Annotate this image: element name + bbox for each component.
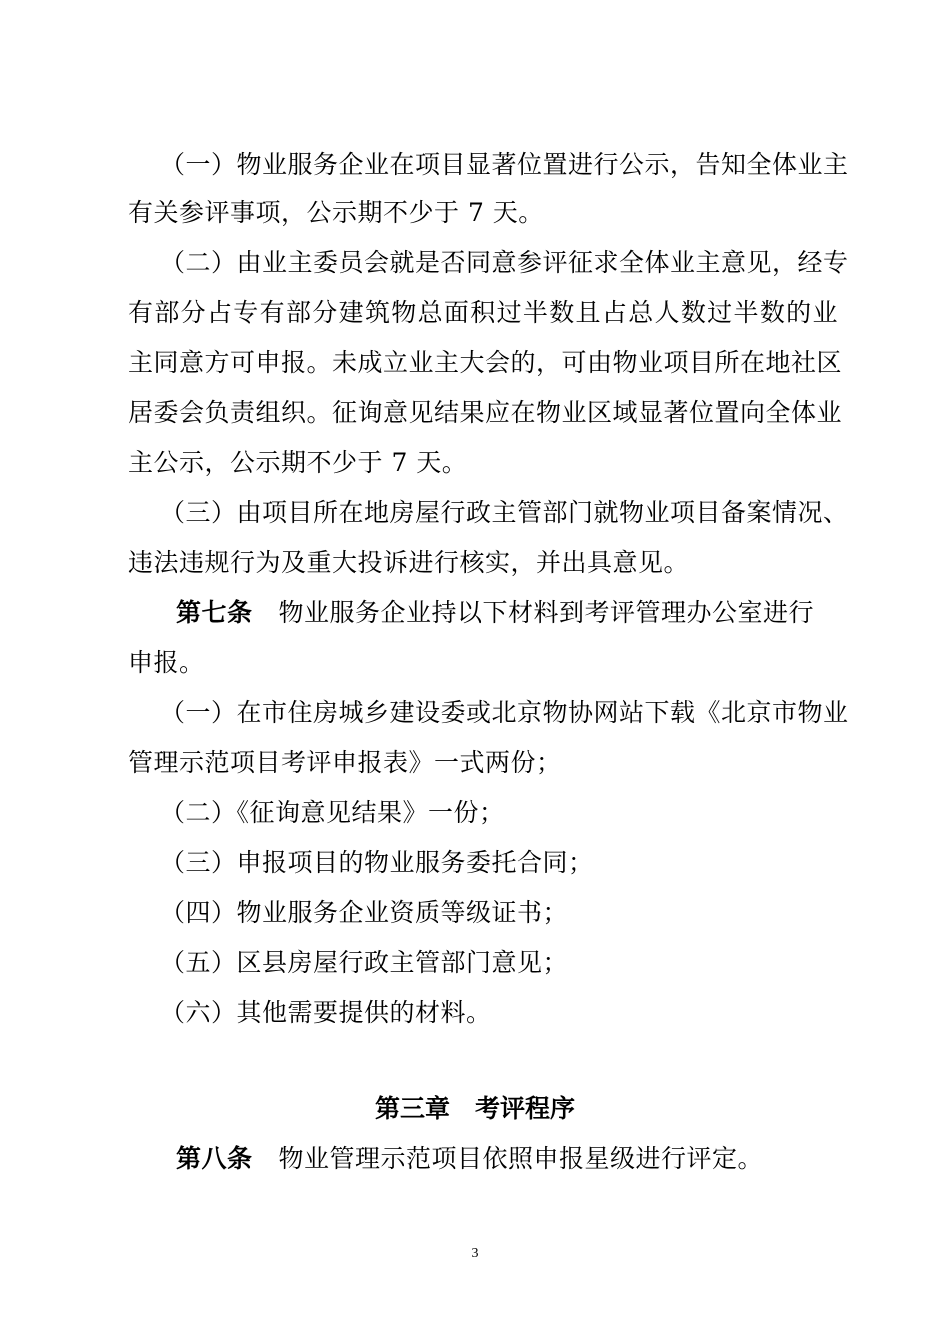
paragraph-2-line-4: 居委会负责组织。征询意见结果应在物业区域显著位置向全体业 bbox=[128, 398, 843, 427]
article-8-line bbox=[176, 1142, 838, 1176]
paragraph-1-line-2: 有关参评事项，公示期不少于 7 天。 bbox=[128, 198, 544, 227]
paragraph-2-line-5: 主公示，公示期不少于 7 天。 bbox=[128, 448, 468, 477]
material-2: （二）《征询意见结果》一份； bbox=[160, 798, 505, 827]
article-8-heading: 第八条 bbox=[176, 1144, 253, 1173]
material-4: （四）物业服务企业资质等级证书； bbox=[160, 898, 569, 927]
article-7-line-2: 申报。 bbox=[128, 648, 205, 677]
paragraph-2-line-2: 有部分占专有部分建筑物总面积过半数且占总人数过半数的业 bbox=[128, 298, 838, 327]
paragraph-2-line-3: 主同意方可申报。未成立业主大会的，可由物业项目所在地社区 bbox=[128, 348, 843, 377]
material-1-line-1: （一）在市住房城乡建设委或北京物协网站下载《北京市物业 bbox=[160, 698, 849, 727]
article-8-text: 物业管理示范项目依照申报星级进行评定。 bbox=[278, 1144, 764, 1173]
material-1-line-2: 管理示范项目考评申报表》一式两份； bbox=[128, 748, 562, 777]
page-number: 3 bbox=[471, 1246, 479, 1261]
material-6: （六）其他需要提供的材料。 bbox=[160, 998, 492, 1027]
paragraph-2-line-1: （二）由业主委员会就是否同意参评征求全体业主意见，经专 bbox=[160, 248, 849, 277]
chapter-3-title: 第三章 考评程序 bbox=[374, 1094, 575, 1123]
article-7-text: 物业服务企业持以下材料到考评管理办公室进行 bbox=[278, 598, 815, 627]
paragraph-3-line-1: （三）由项目所在地房屋行政主管部门就物业项目备案情况、 bbox=[160, 498, 849, 527]
paragraph-3-line-2: 违法违规行为及重大投诉进行核实，并出具意见。 bbox=[128, 548, 690, 577]
article-7-heading: 第七条 bbox=[176, 598, 253, 627]
material-3: （三）申报项目的物业服务委托合同； bbox=[160, 848, 594, 877]
material-5: （五）区县房屋行政主管部门意见； bbox=[160, 948, 569, 977]
paragraph-1-line-1: （一）物业服务企业在项目显著位置进行公示，告知全体业主 bbox=[160, 150, 849, 179]
article-7-line-1 bbox=[176, 596, 838, 630]
